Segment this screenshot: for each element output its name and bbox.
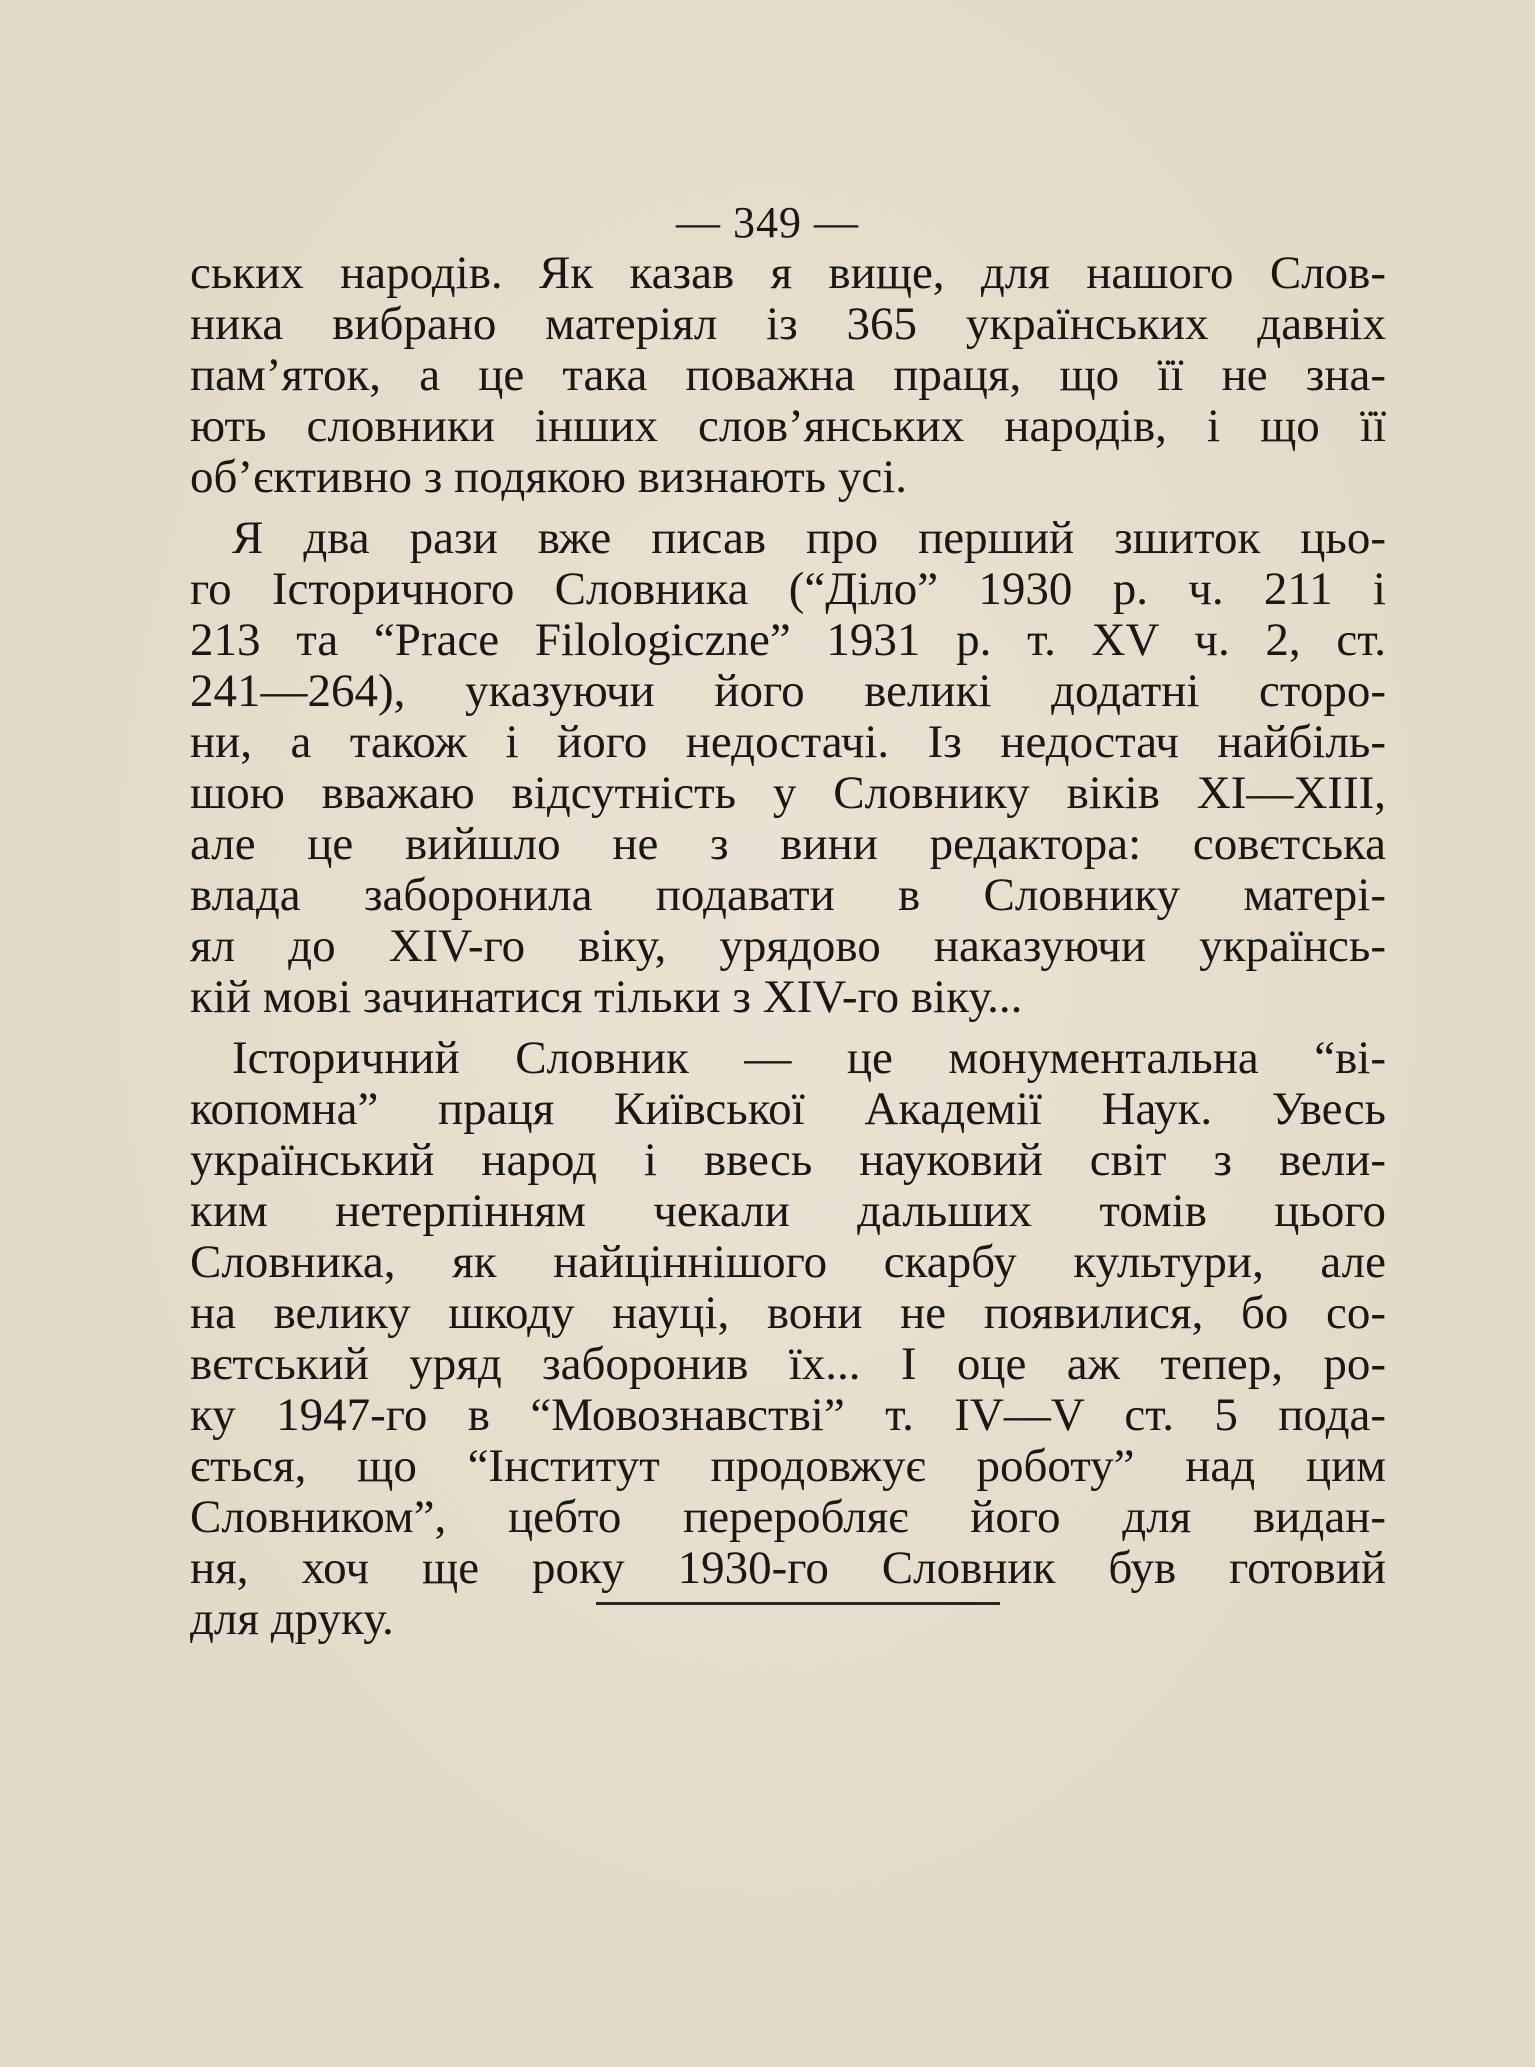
text-line: кій мові зачинатися тільки з XIV-го віку... [190,972,1023,1023]
text-line: копомна” праця Київської Академії Наук. Увесь [190,1084,1386,1135]
text-line: ку 1947-го в “Мовознавстві” т. IV—V ст. 5 пода- [190,1390,1386,1441]
paragraph-1 [190,248,1386,503]
text-line: на велику шкоду науці, вони не появилися, бо со- [190,1288,1386,1339]
text-line: Словника, як найціннішого скарбу культури, але [190,1237,1386,1288]
text-line: пам’яток, а це така поважна праця, що її не зна- [190,350,1386,401]
text-line: об’єктивно з подякою визнають усі. [190,452,908,503]
text-line: шою вважаю відсутність у Словнику віків XI—XIII, [190,768,1386,819]
end-divider [596,1602,1000,1605]
text-line: ється, що “Інститут продовжує роботу” над цим [190,1441,1386,1492]
text-line: 213 та “Prace Filologiczne” 1931 р. т. XV ч. 2, ст. [190,615,1386,666]
text-line: ють словники інших слов’янських народів, і що її [190,401,1386,452]
text-line: Історичний Словник — це монументальна “ві- [232,1033,1386,1084]
text-line: ня, хоч ще року 1930-го Словник був готовий [190,1543,1386,1594]
text-line: ни, а також і його недостачі. Із недостач найбіль- [190,717,1386,768]
paragraph-2 [190,513,1386,1023]
paragraph-3 [190,1033,1386,1645]
text-line: влада заборонила подавати в Словнику матері- [190,870,1386,921]
text-line: вєтський уряд заборонив їх... І оце аж тепер, ро- [190,1339,1386,1390]
text-line: Словником”, цебто переробляє його для видан- [190,1492,1386,1543]
text-line: ських народів. Як казав я вище, для нашого Слов- [190,248,1386,299]
body-text [190,248,1386,1645]
page-number: — 349 — [676,198,859,247]
text-line: ким нетерпінням чекали дальших томів цього [190,1186,1386,1237]
text-line: го Історичного Словника (“Діло” 1930 р. ч. 211 і [190,564,1386,615]
text-line: але це вийшло не з вини редактора: совєтська [190,819,1386,870]
text-line: Я два рази вже писав про перший зшиток цьо- [232,513,1386,564]
text-line: для друку. [190,1594,394,1645]
text-line: 241—264), указуючи його великі додатні сторо- [190,666,1386,717]
text-line: ял до XIV-го віку, урядово наказуючи українсь- [190,921,1386,972]
text-line: український народ і ввесь науковий світ з вели- [190,1135,1386,1186]
text-line: ника вибрано матеріял із 365 українських давніх [190,299,1386,350]
